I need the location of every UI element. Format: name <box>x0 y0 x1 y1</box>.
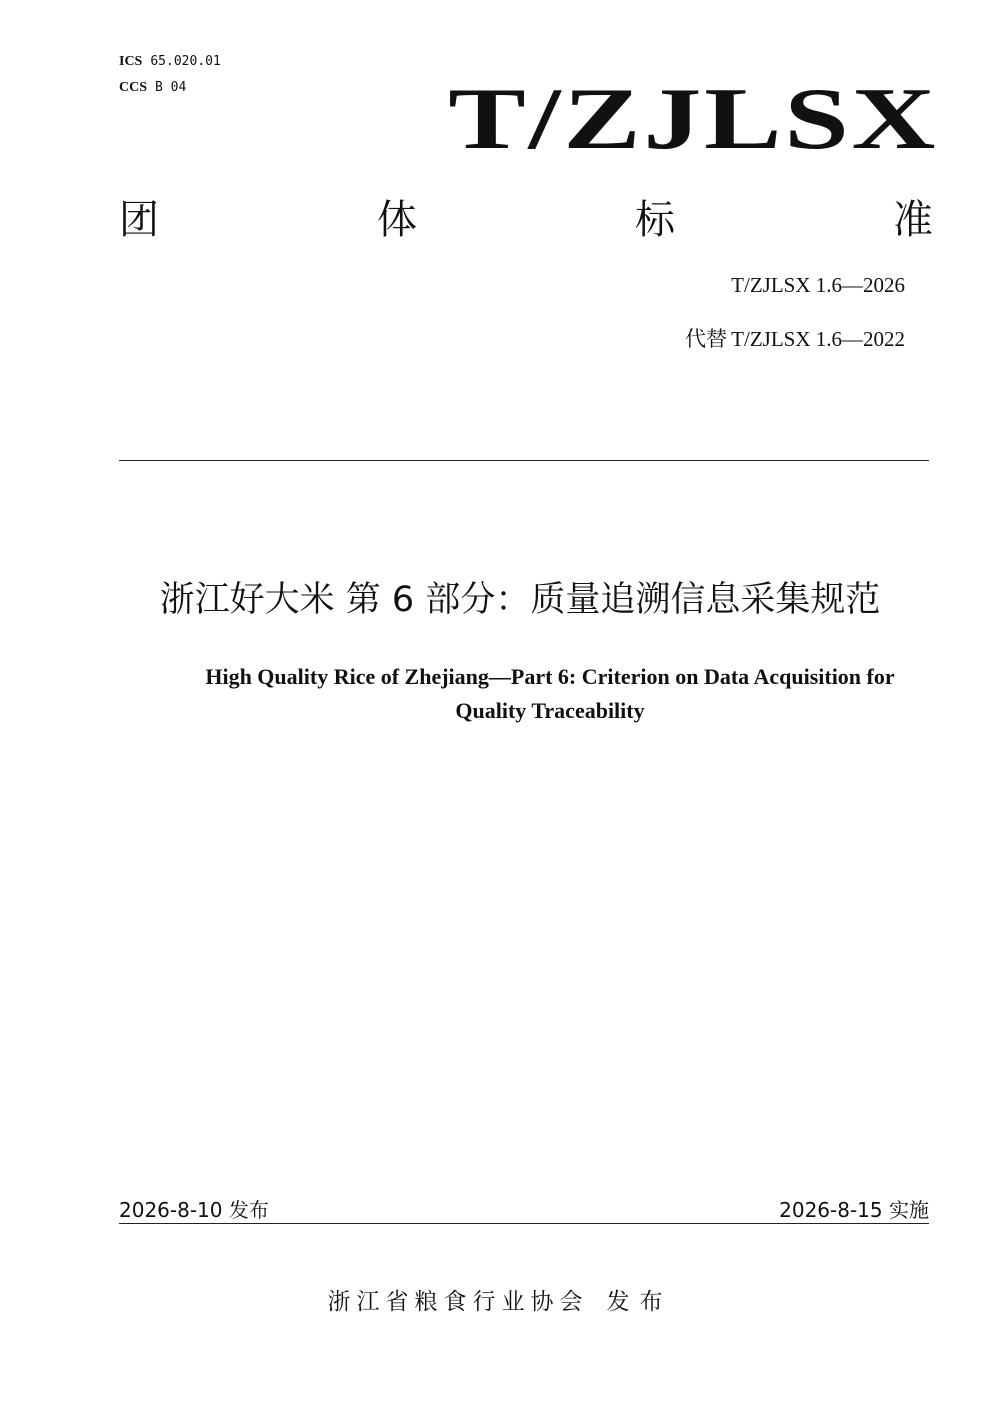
ics-label: ICS <box>119 54 143 69</box>
publisher-action: 发布 <box>606 1289 673 1315</box>
standard-type <box>119 195 933 245</box>
standard-type-char: 标 <box>635 197 675 243</box>
dates-row <box>119 1196 929 1224</box>
document-title-en <box>160 660 940 728</box>
document-title-en-line1: High Quality Rice of Zhejiang—Part 6: Criterion on Data Acquisition for <box>205 664 895 689</box>
replaces-number: T/ZJLSX 1.6—2022 <box>731 327 905 351</box>
document-title-en-line2: Quality Traceability <box>455 698 645 723</box>
publisher-org: 浙江省粮食行业协会 <box>327 1289 589 1315</box>
replaces-standard <box>685 326 905 352</box>
document-title-cn: 浙江好大米 第 6 部分：质量追溯信息采集规范 <box>159 580 881 620</box>
standard-type-char: 团 <box>119 197 159 243</box>
standard-code-large: T/ZJLSX <box>448 71 938 168</box>
footer-divider <box>119 1223 929 1224</box>
header-divider <box>119 460 929 461</box>
standard-type-char: 准 <box>893 197 933 243</box>
replaces-label: 代替 <box>685 327 728 351</box>
standard-number: T/ZJLSX 1.6—2026 <box>731 273 905 297</box>
standard-type-char: 体 <box>377 197 417 243</box>
publisher <box>0 1285 1000 1319</box>
ics-code <box>119 52 221 71</box>
ics-value: 65.020.01 <box>150 54 221 69</box>
implementation-date: 2026-8-15 实施 <box>779 1198 929 1222</box>
ccs-code <box>119 78 186 97</box>
ccs-value: B 04 <box>155 80 187 95</box>
issue-date: 2026-8-10 发布 <box>119 1198 269 1222</box>
ccs-label: CCS <box>119 80 148 95</box>
